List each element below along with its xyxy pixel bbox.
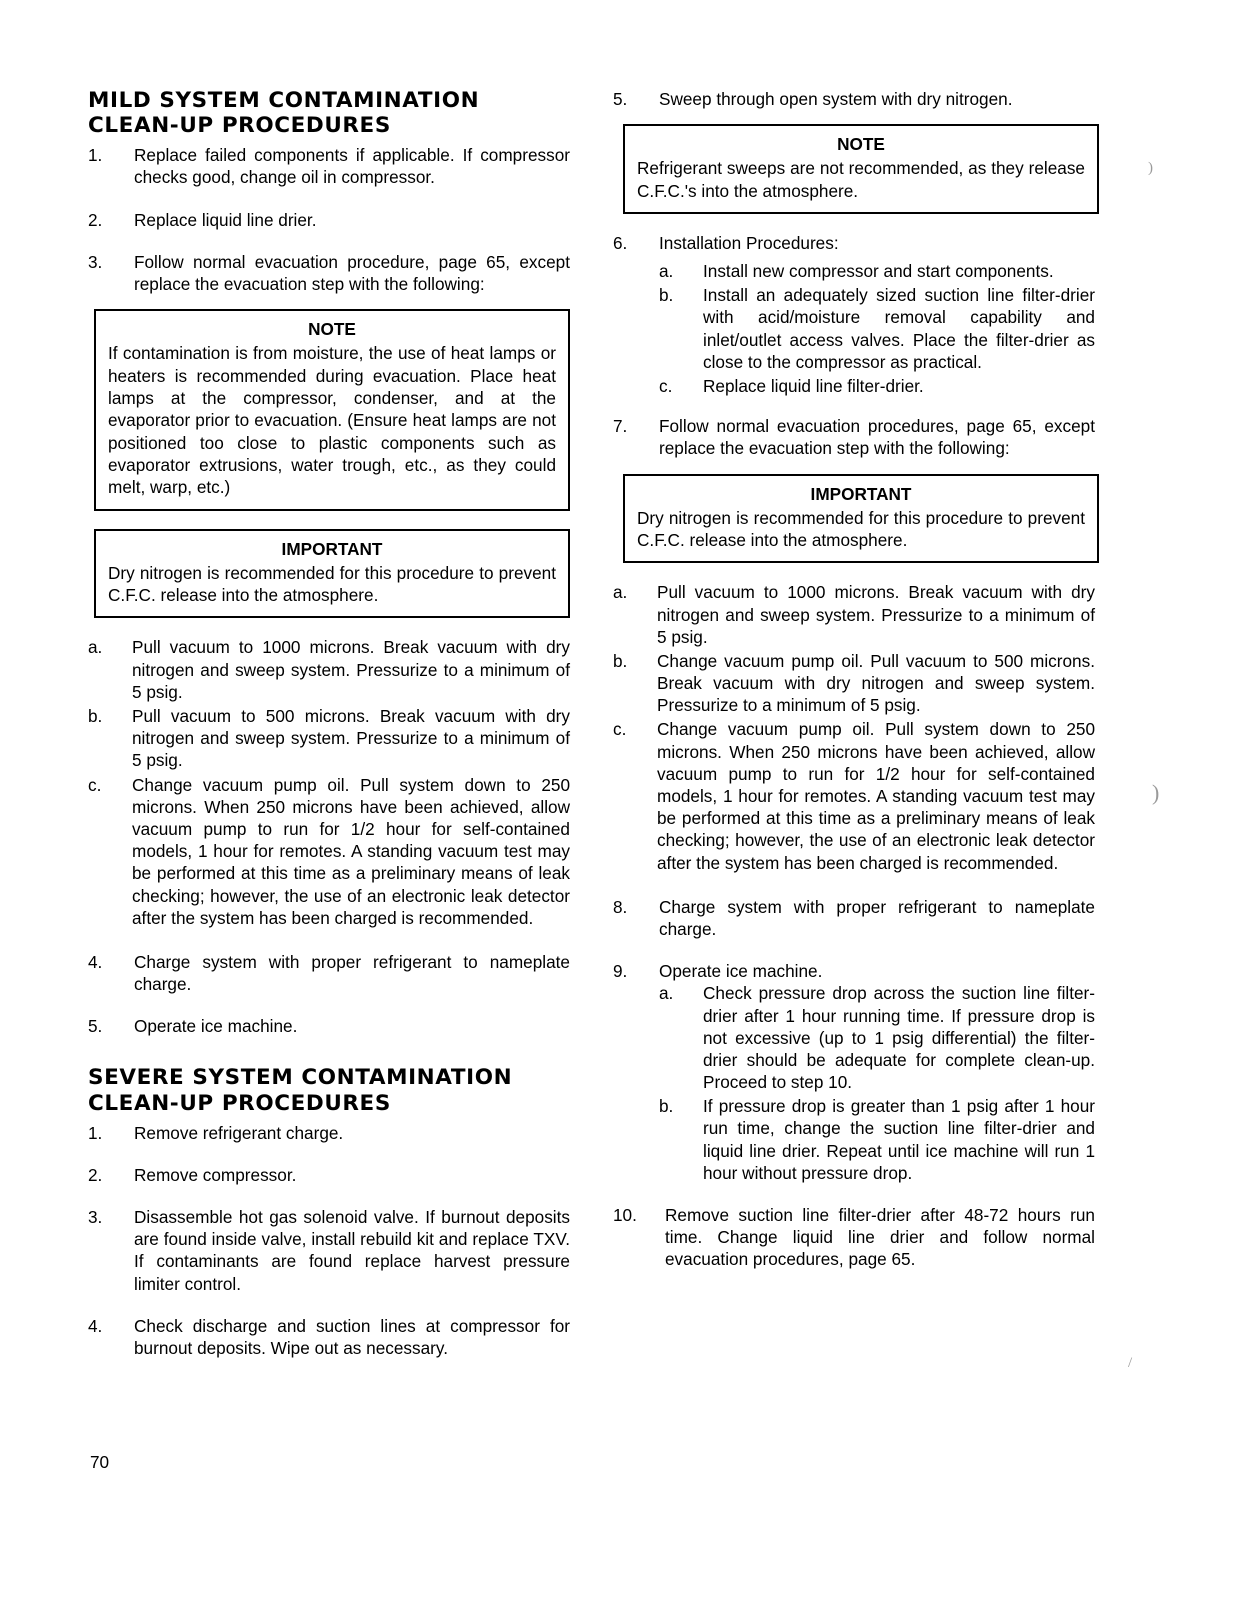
list-item [659, 260, 1095, 282]
item-text: Replace liquid line filter-drier. [703, 376, 924, 397]
item-letter: a. [659, 983, 674, 1004]
heading-line-2: CLEAN-UP PROCEDURES [88, 113, 391, 139]
list-item [613, 896, 1095, 940]
severe-procedure-final [613, 896, 1095, 1271]
item-text: Follow normal evacuation procedures, page 65, except replace the evacuation step with the following: [659, 416, 1095, 459]
heading-line-2: CLEAN-UP PROCEDURES [88, 1090, 391, 1116]
list-item [88, 951, 570, 995]
heading-line-1: SEVERE SYSTEM CONTAMINATION [88, 1065, 513, 1091]
right-column [613, 88, 1095, 1291]
item-letter: a. [88, 637, 103, 658]
list-item [613, 1204, 1095, 1271]
important-box-mild [94, 529, 570, 619]
item-letter: c. [613, 719, 627, 740]
item-number: 3. [88, 251, 103, 272]
note-body: If contamination is from moisture, the use of heat lamps or heaters is recommended during evacuation. Place heat lamps at the compressor, condenser, and at the evaporator prior to evacuation. (Ensure heat lamps are not positioned too close to plastic components such as evaporator extrusions, water trough, etc., as they could melt, warp, etc.) [108, 343, 556, 498]
page-number: 70 [90, 1452, 110, 1472]
list-item [613, 718, 1095, 873]
item-text: Change vacuum pump oil. Pull system down to 250 microns. When 250 microns have been achieved, allow vacuum pump to run for 1/2 hour for self-contained models, 1 hour for remotes. A standing vacuum test may be performed at this time as a preliminary means of leak checking; however, the use of an electronic leak detector after the system has been charged is recommended. [657, 719, 1095, 873]
list-item [88, 144, 570, 188]
item-letter: b. [613, 650, 628, 671]
item-number: 5. [613, 89, 628, 109]
list-item [88, 1206, 570, 1295]
item-text: Remove refrigerant charge. [134, 1122, 344, 1143]
item-number: 3. [88, 1207, 103, 1228]
item-text: Check pressure drop across the suction line filter-drier after 1 hour running time. If pressure drop is not excessive (up to 1 psig differential) the filter-drier should be adequate for complete clean-up. Proceed to step 10. [703, 983, 1095, 1093]
note-box-severe [623, 124, 1099, 214]
list-item [88, 251, 570, 295]
item-number: 2. [88, 1164, 103, 1185]
severe-procedure-list [88, 1122, 570, 1360]
item-number: 5. [88, 1016, 103, 1037]
item-letter: a. [659, 261, 674, 282]
item-text: Operate ice machine. [659, 961, 823, 982]
severe-substeps-list [613, 581, 1095, 873]
scan-artifact: ) [1148, 160, 1153, 176]
list-item [613, 415, 1095, 459]
note-box-mild [94, 309, 570, 511]
list-item [88, 1164, 570, 1186]
heading-line-1: MILD SYSTEM CONTAMINATION [88, 88, 480, 113]
item-number: 10. [613, 1205, 637, 1225]
item-letter: c. [88, 774, 102, 795]
list-item [88, 1122, 570, 1144]
list-item [613, 581, 1095, 648]
item-text: Change vacuum pump oil. Pull vacuum to 500 microns. Break vacuum with dry nitrogen and sweep system. Pressurize to a minimum of 5 psig. [657, 650, 1095, 716]
item-number: 8. [613, 896, 628, 917]
item-number: 6. [613, 232, 628, 253]
left-column [88, 88, 570, 1379]
item-text: Replace liquid line drier. [134, 209, 317, 230]
note-title: NOTE [837, 134, 885, 155]
item-number: 2. [88, 209, 103, 230]
mild-procedure-list-continued [88, 951, 570, 1038]
list-item [88, 636, 570, 703]
section-heading-mild [88, 88, 570, 138]
list-item [659, 982, 1095, 1093]
important-body: Dry nitrogen is recommended for this procedure to prevent C.F.C. release into the atmosphere. [108, 562, 556, 606]
list-item [613, 88, 1095, 110]
item-text: Charge system with proper refrigerant to nameplate charge. [134, 951, 570, 995]
item-number: 1. [88, 1122, 103, 1143]
section-heading-severe [88, 1065, 570, 1115]
item-text: If pressure drop is greater than 1 psig after 1 hour run time, change the suction line filter-drier and liquid line drier. Repeat until ice machine will run 1 hour without pressure drop. [703, 1096, 1095, 1183]
scan-artifact: / [1128, 1355, 1133, 1371]
item-letter: b. [88, 706, 103, 727]
list-item [88, 209, 570, 231]
installation-substeps [659, 260, 1095, 397]
operate-substeps [659, 982, 1095, 1184]
item-number: 9. [613, 961, 628, 982]
list-item [613, 232, 1095, 397]
list-item [613, 960, 1095, 1184]
item-text: Disassemble hot gas solenoid valve. If burnout deposits are found inside valve, install rebuild kit and replace TXV. If contaminants are found replace harvest pressure limiter control. [134, 1207, 570, 1294]
important-title: IMPORTANT [281, 538, 383, 559]
item-text: Install an adequately sized suction line filter-drier with acid/moisture removal capability and inlet/outlet access valves. Place the filter-drier as close to the compressor as practical. [703, 285, 1095, 372]
item-text: Follow normal evacuation procedure, page 65, except replace the evacuation step with the following: [134, 251, 570, 295]
item-text: Remove compressor. [134, 1164, 297, 1185]
severe-procedure-continued [613, 88, 1095, 110]
list-item [659, 375, 1095, 397]
installation-procedures-list [613, 232, 1095, 460]
item-text: Pull vacuum to 500 microns. Break vacuum with dry nitrogen and sweep system. Pressurize to a minimum of 5 psig. [132, 706, 570, 771]
important-box-severe [623, 474, 1099, 564]
note-title: NOTE [308, 319, 356, 340]
item-number: 4. [88, 1315, 103, 1336]
item-text: Remove suction line filter-drier after 48-72 hours run time. Change liquid line drier and follow normal evacuation procedures, page 65. [665, 1205, 1095, 1270]
list-item [88, 705, 570, 772]
item-letter: a. [613, 582, 628, 603]
item-text: Pull vacuum to 1000 microns. Break vacuum with dry nitrogen and sweep system. Pressurize to a minimum of 5 psig. [132, 637, 570, 702]
item-text: Pull vacuum to 1000 microns. Break vacuum with dry nitrogen and sweep system. Pressurize to a minimum of 5 psig. [657, 582, 1095, 647]
item-text: Install new compressor and start components. [703, 261, 1054, 282]
item-text: Change vacuum pump oil. Pull system down to 250 microns. When 250 microns have been achieved, allow vacuum pump to run for 1/2 hour for self-contained models, 1 hour for remotes. A standing vacuum test may be performed at this time as a preliminary means of leak checking; however, the use of an electronic leak detector after the system has been charged is recommended. [132, 774, 570, 928]
item-text: Check discharge and suction lines at compressor for burnout deposits. Wipe out as necessary. [134, 1315, 570, 1359]
item-letter: b. [659, 1096, 674, 1117]
item-letter: b. [659, 285, 674, 306]
list-item [659, 1095, 1095, 1184]
item-number: 7. [613, 416, 628, 437]
item-text: Charge system with proper refrigerant to nameplate charge. [659, 896, 1095, 939]
item-text: Sweep through open system with dry nitrogen. [659, 89, 1013, 109]
mild-procedure-list [88, 144, 570, 295]
important-body: Dry nitrogen is recommended for this procedure to prevent C.F.C. release into the atmosphere. [637, 507, 1085, 550]
list-item [88, 774, 570, 929]
item-text: Replace failed components if applicable. If compressor checks good, change oil in compressor. [134, 145, 570, 188]
mild-substeps-list [88, 636, 570, 928]
item-letter: c. [659, 376, 673, 397]
list-item [88, 1015, 570, 1037]
note-body: Refrigerant sweeps are not recommended, as they release C.F.C.'s into the atmosphere. [637, 158, 1085, 201]
item-text: Operate ice machine. [134, 1016, 298, 1037]
item-text: Installation Procedures: [659, 232, 839, 253]
list-item [659, 284, 1095, 373]
important-title: IMPORTANT [810, 483, 912, 504]
item-number: 1. [88, 145, 103, 166]
list-item [88, 1315, 570, 1359]
scan-artifact: ) [1152, 780, 1160, 805]
item-number: 4. [88, 951, 103, 972]
list-item [613, 650, 1095, 717]
